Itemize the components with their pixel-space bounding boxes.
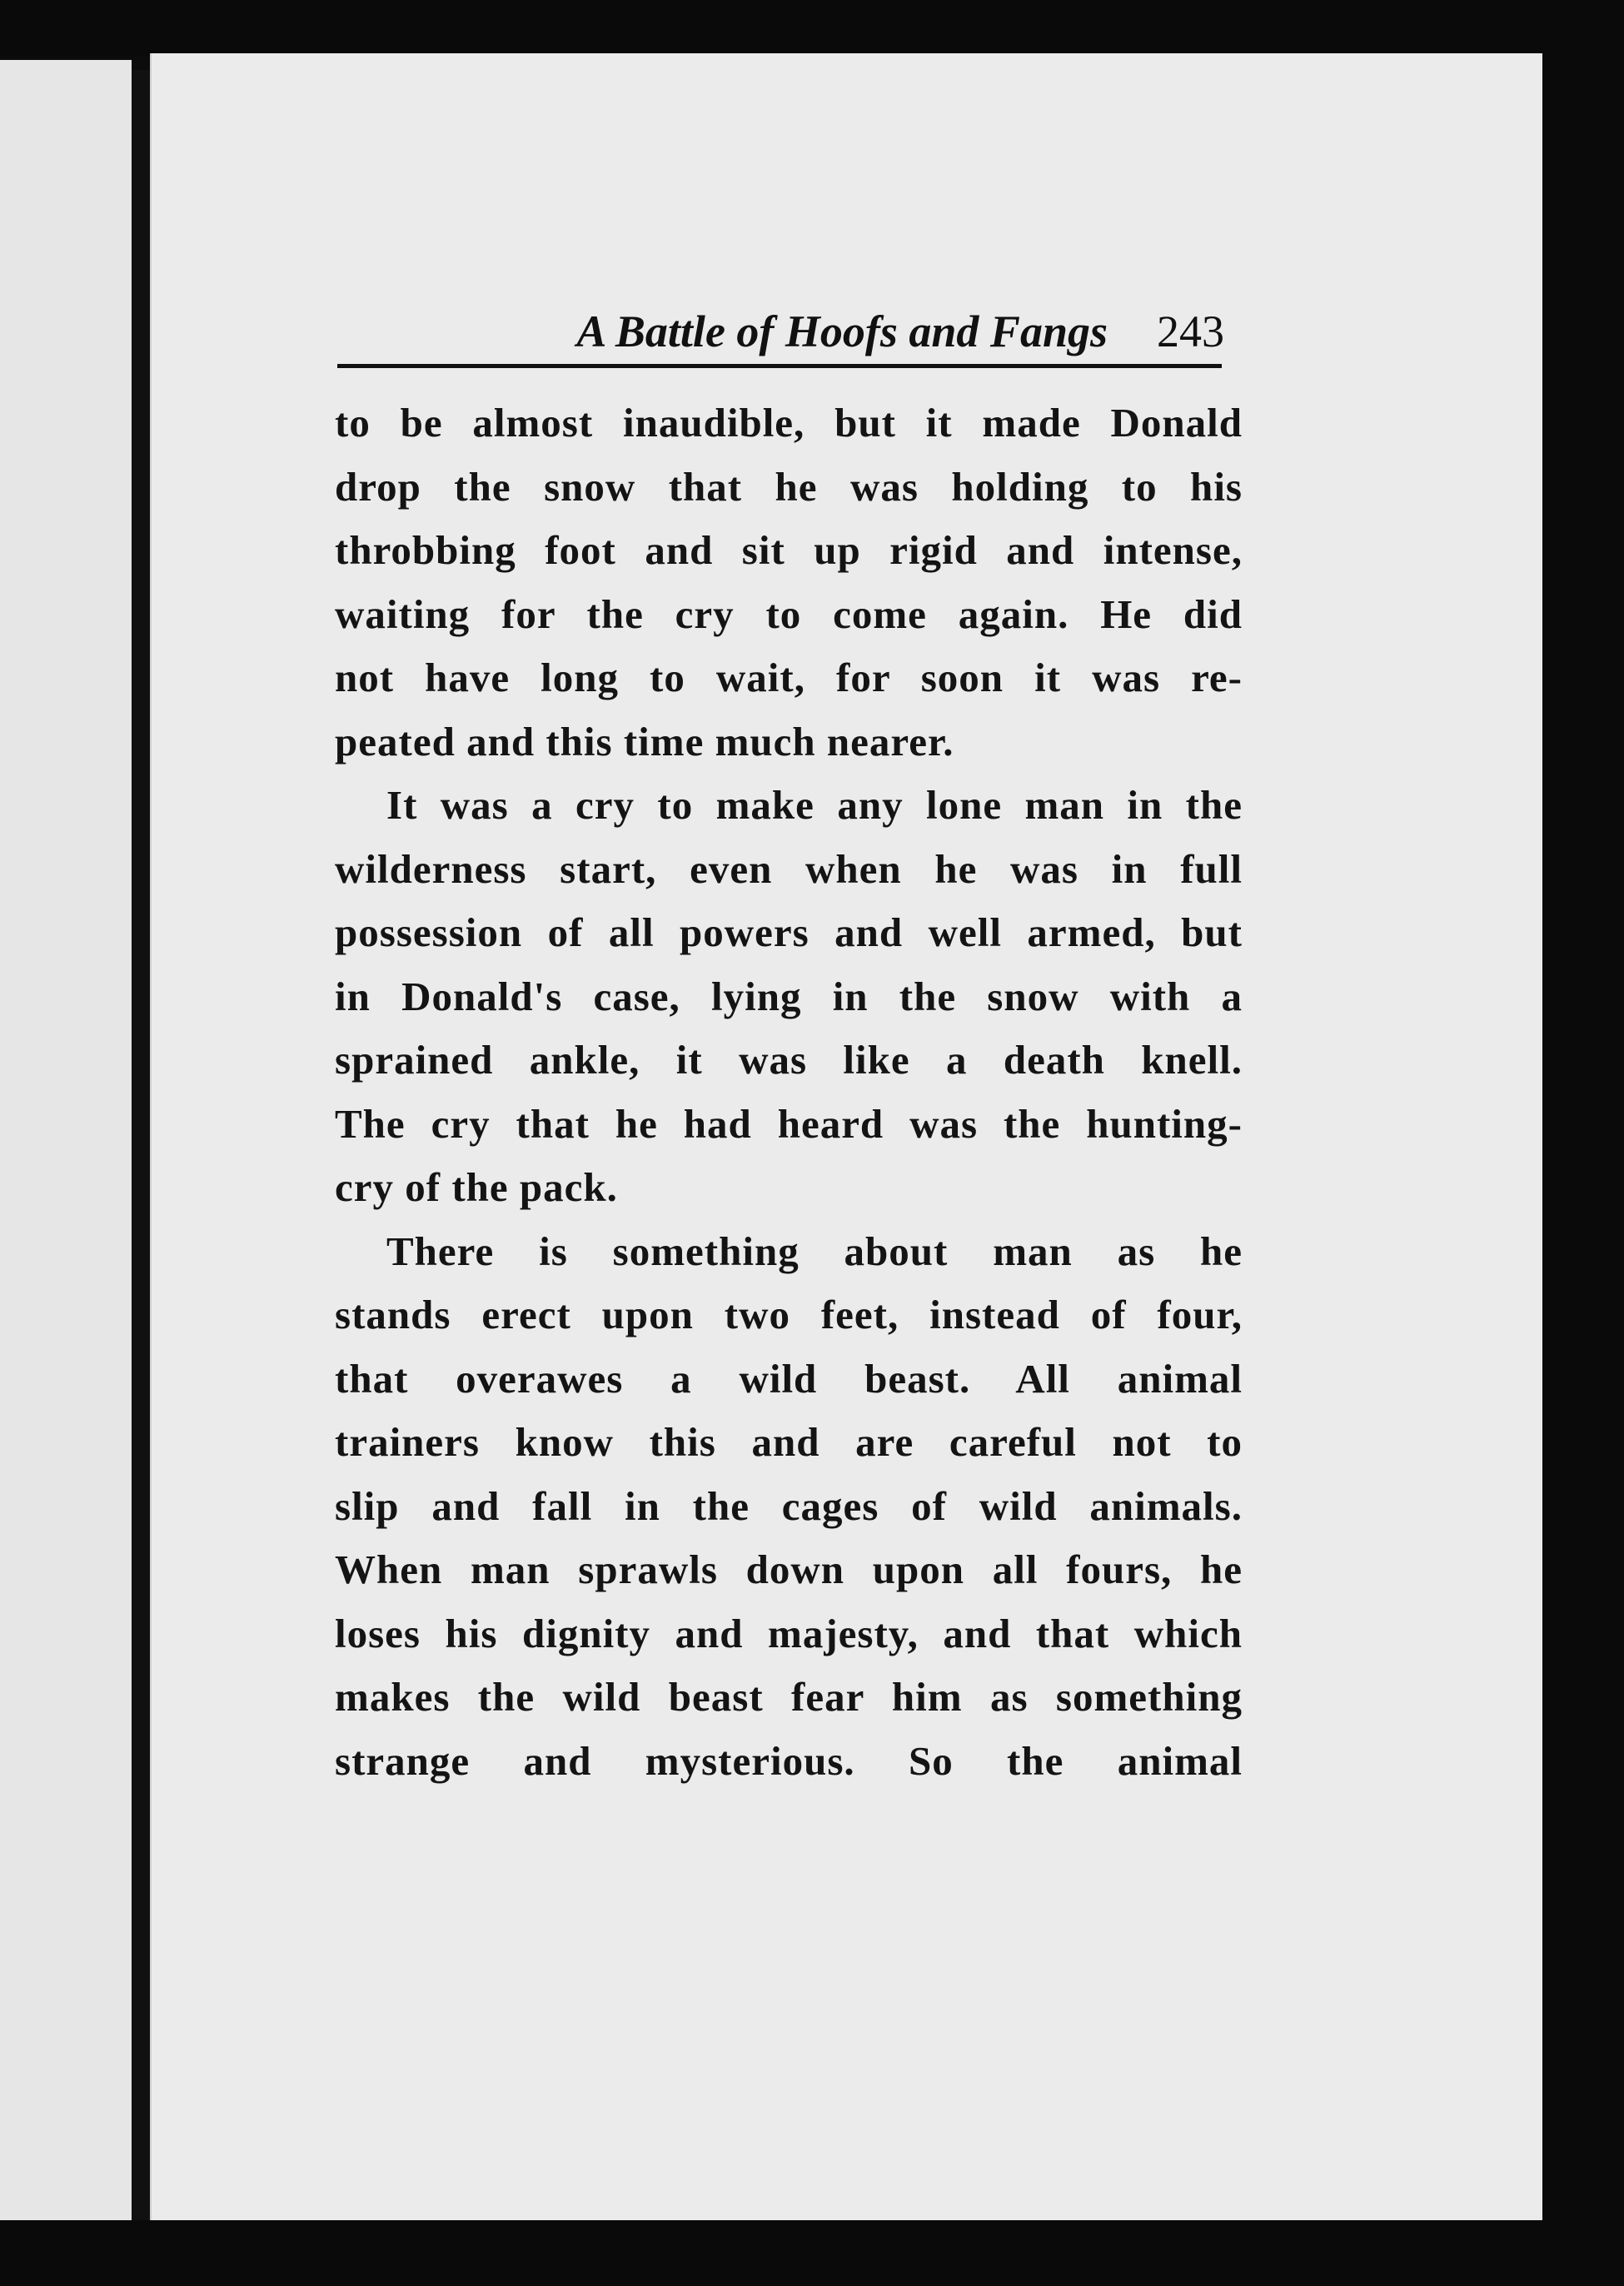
body-text (335, 391, 1243, 1793)
text-line: sprained ankle, it was like a death knell. (335, 1037, 1243, 1083)
scan-top-border (0, 0, 1624, 57)
text-line: stands erect upon two feet, instead of four, (335, 1292, 1243, 1337)
text-line: throbbing foot and sit up rigid and intense, (335, 527, 1243, 573)
text-line: slip and fall in the cages of wild animals. (335, 1482, 1243, 1529)
text-line: The cry that he had heard was the hunting- (335, 1100, 1243, 1147)
header-rule (337, 364, 1222, 368)
text-line: in Donald's case, lying in the snow with a (335, 973, 1243, 1019)
text-line: to be almost inaudible, but it made Donald (335, 400, 1243, 446)
text-line: There is something about man as he (386, 1228, 1243, 1274)
text-line: wilderness start, even when he was in full (335, 845, 1243, 892)
text-line: waiting for the cry to come again. He did (335, 590, 1243, 637)
text-line: strange and mysterious. So the animal (335, 1737, 1243, 1784)
text-line: trainers know this and are careful not to (335, 1419, 1243, 1465)
paragraph-2 (335, 774, 1243, 1220)
text-line: drop the snow that he was holding to his (335, 463, 1243, 510)
scan-right-border (1542, 0, 1624, 2286)
paragraph-3 (335, 1220, 1243, 1794)
text-line: makes the wild beast fear him as something (335, 1674, 1243, 1720)
text-line: When man sprawls down upon all fours, he (335, 1546, 1243, 1592)
facing-page-edge (0, 60, 132, 2221)
text-line: loses his dignity and majesty, and that which (335, 1610, 1243, 1656)
text-line: cry of the pack. (335, 1164, 618, 1210)
running-head (337, 298, 1224, 365)
text-line: peated and this time much nearer. (335, 718, 954, 764)
text-line: not have long to wait, for soon it was re- (335, 655, 1243, 700)
text-line: possession of all powers and well armed, but (335, 909, 1243, 955)
scan-bottom-border (0, 2220, 1624, 2286)
text-line: that overawes a wild beast. All animal (335, 1355, 1243, 1402)
paragraph-1 (335, 391, 1243, 774)
text-line: It was a cry to make any lone man in the (386, 782, 1243, 828)
book-gutter (132, 70, 150, 2232)
running-title: A Battle of Hoofs and Fangs (576, 306, 1108, 356)
page-number: 243 (1157, 306, 1224, 356)
